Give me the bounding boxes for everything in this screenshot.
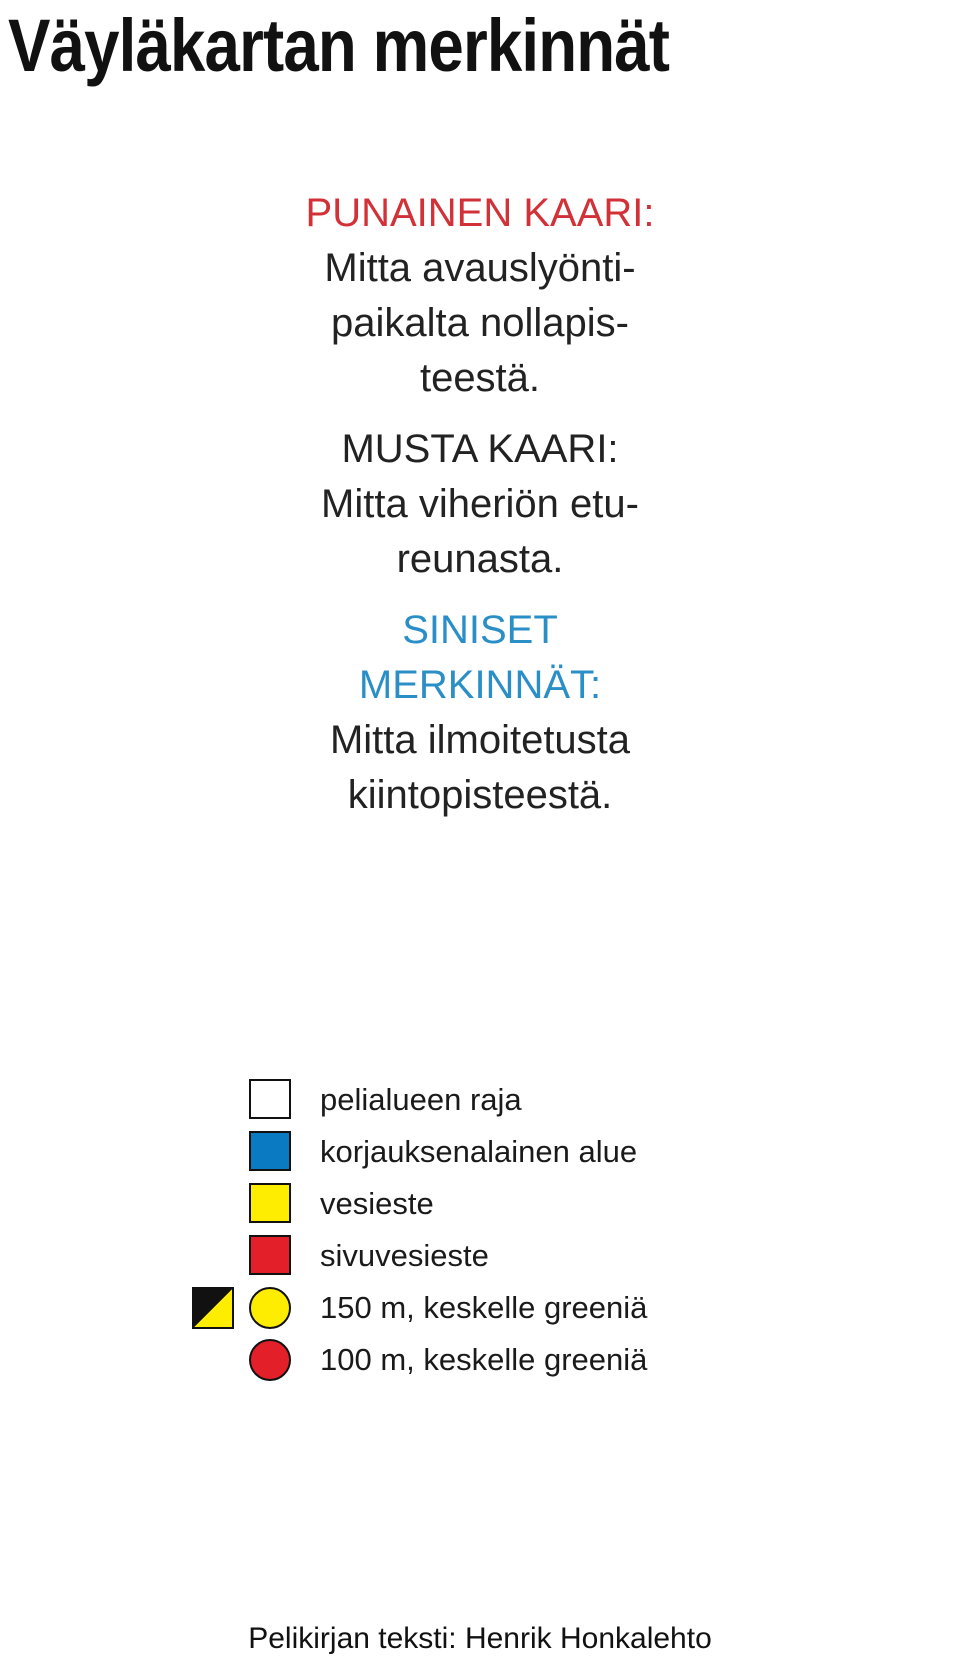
legend-item — [0, 1232, 960, 1280]
yellow-square-icon — [249, 1183, 291, 1223]
legend-label: 100 m, keskelle greeniä — [320, 1342, 648, 1377]
legend-label: vesieste — [320, 1186, 434, 1221]
blue-marks-text-line: kiintopisteestä. — [347, 773, 613, 817]
black-arc-text-line: reunasta. — [396, 537, 564, 581]
legend-label: korjauksenalainen alue — [320, 1134, 638, 1169]
red-square-icon — [249, 1235, 291, 1275]
blue-marks-explanation — [0, 603, 960, 823]
blue-marks-heading: MERKINNÄT: — [358, 663, 602, 707]
black-yellow-diagonal-square-icon — [192, 1287, 234, 1329]
red-arc-explanation — [0, 186, 960, 406]
legend-item — [0, 1180, 960, 1228]
blue-square-icon — [249, 1131, 291, 1171]
red-circle-icon — [249, 1339, 291, 1381]
red-arc-text-line: paikalta nollapis- — [331, 301, 629, 345]
page-title: Väyläkartan merkinnät — [8, 4, 670, 87]
black-arc-heading: MUSTA KAARI: — [341, 427, 619, 471]
black-arc-text-line: Mitta viheriön etu- — [321, 482, 639, 526]
legend-item — [0, 1076, 960, 1124]
legend-item — [0, 1128, 960, 1176]
red-arc-heading: PUNAINEN KAARI: — [305, 191, 655, 235]
legend-label: sivuvesieste — [320, 1238, 489, 1273]
legend-item — [0, 1284, 960, 1332]
blue-marks-heading: SINISET — [402, 608, 558, 652]
yellow-circle-icon — [249, 1287, 291, 1329]
red-arc-text-line: teestä. — [419, 356, 541, 400]
white-square-icon — [249, 1079, 291, 1119]
credit-line: Pelikirjan teksti: Henrik Honkalehto — [248, 1622, 712, 1655]
explanation-section — [0, 186, 960, 839]
red-arc-text-line: Mitta avauslyönti- — [324, 246, 636, 290]
blue-marks-text-line: Mitta ilmoitetusta — [329, 718, 631, 762]
legend-label: 150 m, keskelle greeniä — [320, 1290, 648, 1325]
legend-item — [0, 1336, 960, 1384]
legend-label: pelialueen raja — [320, 1082, 522, 1117]
black-arc-explanation — [0, 422, 960, 587]
